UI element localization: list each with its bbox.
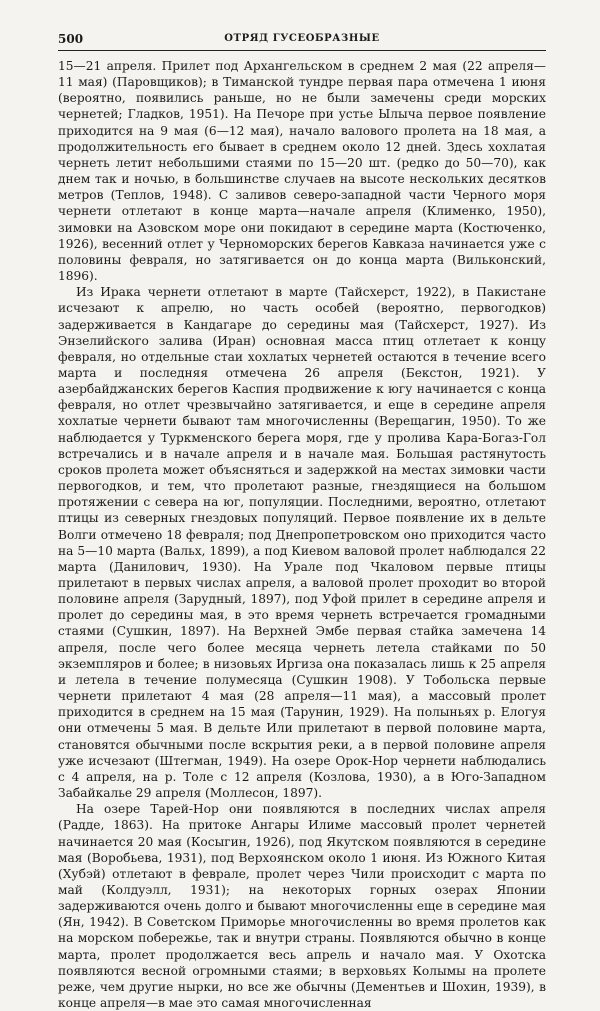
paragraph-continued: 15—21 апреля. Прилет под Архангельском в среднем 2 мая (22 апреля—11 мая) (Паровщиков); в Тиманской тундре первая пара отмечена 1 июня (вероятно, появились раньше, но не были замечены среди морских чернетей; Гладков, 1951). На Печоре при устье Ылыча первое появление приходится на 9 мая (6—12 мая), начало валового пролета на 18 мая, а продолжительность его бывает в среднем около 12 дней. Здесь хохлатая чернеть летит небольшими стаями по 15—20 шт. (редко до 50—70), как днем так и ночью, в большинстве случаев на высоте нескольких десятков метров (Теплов, 1948). С заливов северо-западной части Черного моря чернети отлетают в конце марта—начале апреля (Клименко, 1950), зимовки на Азовском море они покидают в середине марта (Костюченко, 1926), весенний отлет у Черноморских берегов Кавказа начинается уже с половины февраля, но затягивается он до конца марта (Вильконский, 1896).: [58, 59, 546, 284]
page-number: 500: [58, 32, 84, 46]
page-header: [58, 30, 546, 51]
body-text: [58, 58, 546, 1011]
paragraph-migration-south: Из Ирака чернети отлетают в марте (Тайсхерст, 1922), в Пакистане исчезают к апрелю, но часть особей (вероятно, первогодков) задерживается в Кандагаре до середины мая (Тайсхерст, 1927). Из Энзелийского залива (Иран) основная масса птиц отлетает к концу февраля, но отдельные стаи хохлатых чернетей остаются в течение всего марта и последняя отмечена 26 апреля (Бекстон, 1921). У азербайджанских берегов Каспия продвижение к югу начинается с конца февраля, но отлет чрезвычайно затягивается, и еще в середине апреля хохлатые чернети бывают там многочисленны (Верещагин, 1950). То же наблюдается у Туркменского берега моря, где у пролива Кара-Богаз-Гол встречались и в начале апреля и в начале мая. Большая растянутость сроков пролета может объясняться и задержкой на местах зимовки части первогодков, и тем, что пролетают разные, гнездящиеся на большом протяжении с севера на юг, популяции. Последними, вероятно, отлетают птицы из северных гнездовых популяций. Первое появление их в дельте Волги отмечено 18 февраля; под Днепропетровском оно приходится часто на 5—10 марта (Вальх, 1899), а под Киевом валовой пролет наблюдался 22 марта (Данилович, 1930). На Урале под Чкаловом первые птицы прилетают в первых числах апреля, а валовой пролет проходит во второй половине апреля (Зарудный, 1897), под Уфой прилет в середине апреля и пролет до середины мая, в это время чернеть встречается громадными стаями (Сушкин, 1897). На Верхней Эмбе первая стайка замечена 14 апреля, после чего более месяца чернеть летела стайками по 50 экземпляров и более; в низовьях Иргиза она показалась лишь к 25 апреля и летела в течение полумесяца (Сушкин 1908). У Тобольска первые чернети прилетают 4 мая (28 апреля—11 мая), а массовый пролет приходится в среднем на 15 мая (Тарунин, 1929). На полыньях р. Елогуя они отмечены 5 мая. В дельте Или прилетают в первой половине марта, становятся обычными после вскрытия реки, а в первой половине апреля уже исчезают (Штегман, 1949). На озере Орок-Нор чернети наблюдались с 4 апреля, на р. Толе с 12 апреля (Козлова, 1930), а в Юго-Западном Забайкалье 29 апреля (Моллесон, 1897).: [58, 285, 546, 801]
running-title: ОТРЯД ГУСЕОБРАЗНЫЕ: [224, 33, 380, 44]
paragraph-migration-east: На озере Тарей-Нор они появляются в последних числах апреля (Радде, 1863). На притоке Ангары Илиме массовый пролет чернетей начинается 20 мая (Косыгин, 1926), под Якутском появляются в середине мая (Воробьева, 1931), под Верхоянском около 1 июня. Из Южного Китая (Хубэй) отлетают в феврале, пролет через Чили происходит с марта по май (Колдуэлл, 1931); на некоторых горных озерах Японии задерживаются очень долго и бывают многочисленны еще в середине мая (Ян, 1942). В Советском Приморье многочисленны во время пролетов как на морском побережье, так и внутри страны. Появляются обычно в конце марта, пролет продолжается весь апрель и начало мая. У Охотска появляются весной огромными стаями; в верховьях Колымы на пролете реже, чем другие нырки, но все же обычны (Дементьев и Шохин, 1939), в конце апреля—в мае это самая многочисленная: [58, 802, 546, 1011]
